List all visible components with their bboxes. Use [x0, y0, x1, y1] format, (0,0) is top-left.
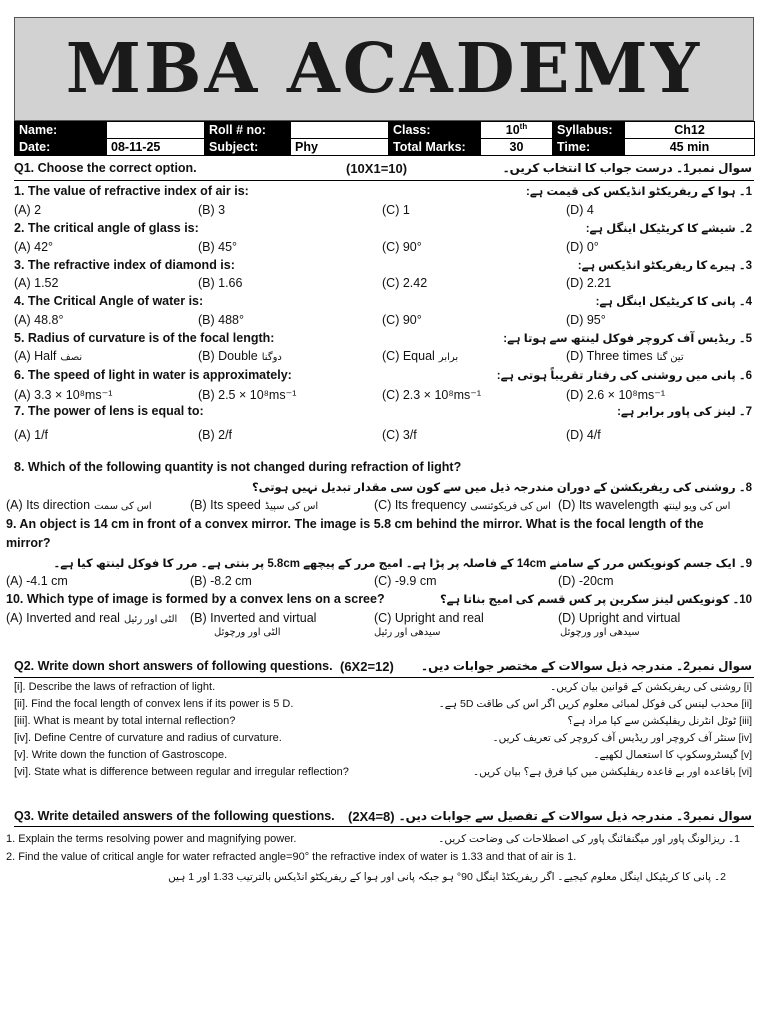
short-q-1-en: [i]. Describe the laws of refraction of light.	[14, 681, 216, 693]
mcq-4-text: 4. The Critical Angle of water is:	[14, 294, 204, 308]
mcq-9-text-cont: mirror?	[6, 536, 51, 550]
q3-header	[14, 808, 754, 826]
mcq-5-option-c-urdu: برابر	[438, 352, 459, 363]
mcq-9-option-b[interactable]: (B) -8.2 cm	[190, 574, 252, 588]
short-q-4-urdu: [iv] سنٹر آف کروچر اور ریڈیس آف کروچر کی تعریف کریں۔	[492, 732, 752, 744]
mcq-8-option-c[interactable]	[374, 498, 551, 512]
subject-value: Phy	[291, 139, 389, 156]
header-banner	[14, 17, 754, 121]
q2-label: Q2. Write down short answers of following questions.	[14, 659, 333, 673]
mcq-3-option-a[interactable]: (A) 1.52	[14, 276, 59, 290]
mcq-9-text: 9. An object is 14 cm in front of a convex mirror. The image is 5.8 cm behind the mirror. What is the focal length of the	[6, 517, 704, 531]
mcq-1-option-b[interactable]: (B) 3	[198, 203, 226, 217]
short-q-1	[14, 681, 754, 697]
short-q-6	[14, 766, 754, 782]
mcq-5-option-d-urdu: تین گنا	[656, 352, 684, 363]
q3-urdu: سوال نمبر3۔ مندرجہ ذیل سوالات کے تفصیل سے جوابات دیں۔	[398, 809, 752, 823]
short-q-5-en: [v]. Write down the function of Gastroscope.	[14, 749, 228, 761]
class-label: Class:	[389, 122, 481, 139]
info-row-2	[15, 139, 755, 156]
date-value: 08-11-25	[107, 139, 205, 156]
mcq-8-option-b-en: (B) Its speed	[190, 498, 261, 512]
mcq-2-text: 2. The critical angle of glass is:	[14, 221, 199, 235]
q1-marks: (10X1=10)	[346, 161, 408, 176]
q2-divider	[14, 677, 754, 678]
mcq-6-urdu: 6۔ پانی میں روشنی کی رفتار تقریباً ہوتی ہے:	[496, 370, 752, 382]
mcq-7-option-b[interactable]: (B) 2/f	[198, 428, 233, 442]
mcq-4-option-d[interactable]: (D) 95°	[566, 313, 606, 327]
q2-header	[14, 658, 754, 676]
mcq-4-urdu: 4۔ پانی کا کریٹیکل اینگل ہے:	[595, 296, 752, 308]
short-q-3-en: [iii]. What is meant by total internal reflection?	[14, 715, 236, 727]
mcq-4-option-a[interactable]: (A) 48.8°	[14, 313, 64, 327]
mcq-5-option-b[interactable]	[198, 349, 282, 363]
mcq-5-option-b-urdu: دوگنا	[261, 352, 282, 363]
mcq-10-option-d[interactable]	[558, 611, 680, 625]
mcq-10-option-b-en: (B) Inverted and virtual	[190, 611, 317, 625]
long-q-2-en: 2. Find the value of critical angle for water refracted angle=90° the refractive index of water is 1.33 and that of air is 1.	[6, 851, 577, 863]
short-q-2-urdu: [ii] محدب لینس کی فوکل لمبائی معلوم کریں اگر اس کی طاقت 5D ہے۔	[438, 698, 752, 710]
q1-label: Q1. Choose the correct option.	[14, 161, 197, 175]
mcq-5-option-a[interactable]	[14, 349, 82, 363]
mcq-8-option-d-urdu: اس کی ویو لینتھ	[662, 501, 731, 512]
time-label: Time:	[553, 139, 625, 156]
mcq-5-text: 5. Radius of curvature is of the focal length:	[14, 331, 275, 345]
q3-divider	[14, 826, 754, 827]
mcq-8-option-a[interactable]	[6, 498, 152, 512]
exam-info-table	[14, 121, 755, 156]
mcq-2-urdu: 2۔ شیشے کا کریٹیکل اینگل ہے:	[585, 223, 752, 235]
subject-label: Subject:	[205, 139, 291, 156]
mcq-2-option-d[interactable]: (D) 0°	[566, 240, 599, 254]
mcq-8-option-c-en: (C) Its frequency	[374, 498, 467, 512]
mcq-1-option-a[interactable]: (A) 2	[14, 203, 42, 217]
total-marks-label: Total Marks:	[389, 139, 481, 156]
roll-field[interactable]	[291, 122, 389, 139]
academy-title: MBA ACADEMY	[65, 29, 703, 109]
mcq-10-option-b-urdu: الٹی اور ورچوئل	[214, 627, 281, 638]
mcq-8-option-a-urdu: اس کی سمت	[94, 501, 152, 512]
short-q-5-urdu: [v] گیسٹروسکوپ کا استعمال لکھیے۔	[593, 749, 752, 761]
q1-urdu: سوال نمبر1۔ درست جواب کا انتخاب کریں۔	[502, 161, 752, 175]
mcq-6-text: 6. The speed of light in water is approximately:	[14, 368, 292, 382]
mcq-9-option-c[interactable]: (C) -9.9 cm	[374, 574, 437, 588]
mcq-6-option-c[interactable]: (C) 2.3 × 10⁸ms⁻¹	[382, 388, 482, 402]
mcq-7-text: 7. The power of lens is equal to:	[14, 404, 204, 418]
q2-urdu: سوال نمبر2۔ مندرجہ ذیل سوالات کے مختصر جوابات دیں۔	[421, 659, 752, 673]
mcq-7-urdu: 7۔ لینز کی پاور برابر ہے:	[617, 406, 752, 418]
q2-marks: (6X2=12)	[340, 659, 394, 674]
q1-header	[14, 160, 754, 178]
mcq-6-option-d[interactable]: (D) 2.6 × 10⁸ms⁻¹	[566, 388, 666, 402]
mcq-8-option-a-en: (A) Its direction	[6, 498, 91, 512]
date-label: Date:	[15, 139, 107, 156]
short-q-5	[14, 749, 754, 765]
mcq-2-option-b[interactable]: (B) 45°	[198, 240, 238, 254]
mcq-9-urdu: 9۔ ایک جسم کونویکس مرر کے سامنے 14cm کے فاصلہ پر پڑا ہے۔ امیج مرر کے پیچھے 5.8cm پر بنتی ہے۔ مرر کا فوکل لینتھ کیا ہے۔	[53, 558, 752, 570]
syllabus-value: Ch12	[625, 122, 755, 139]
mcq-1-option-c[interactable]: (C) 1	[382, 203, 410, 217]
mcq-10-option-a-urdu: الٹی اور رئیل	[123, 614, 178, 625]
mcq-6-option-b[interactable]: (B) 2.5 × 10⁸ms⁻¹	[198, 388, 297, 402]
class-value	[481, 122, 553, 139]
mcq-5-option-a-urdu: نصف	[60, 352, 83, 363]
mcq-3-urdu: 3۔ ہیرے کا ریفریکٹو انڈیکس ہے:	[577, 260, 752, 272]
mcq-2-option-a[interactable]: (A) 42°	[14, 240, 54, 254]
name-field[interactable]	[107, 122, 205, 139]
total-marks-value: 30	[481, 139, 553, 156]
mcq-10-option-d-en: (D) Upright and virtual	[558, 611, 681, 625]
mcq-10-option-d-urdu: سیدھی اور ورچوئل	[560, 627, 640, 638]
mcq-10-option-a-en: (A) Inverted and real	[6, 611, 120, 625]
time-value: 45 min	[625, 139, 755, 156]
mcq-10-option-b[interactable]	[190, 611, 316, 625]
info-row-1	[15, 122, 755, 139]
short-q-6-en: [vi]. State what is difference between regular and irregular reflection?	[14, 766, 349, 778]
mcq-5-option-a-en: (A) Half	[14, 349, 57, 363]
short-q-1-urdu: [i] روشنی کی ریفریکشن کے قوانین بیان کریں۔	[550, 681, 752, 693]
short-q-2	[14, 698, 754, 714]
mcq-8-option-b[interactable]	[190, 498, 318, 512]
class-suffix: th	[519, 121, 528, 131]
mcq-10-option-c-urdu: سیدھی اور رئیل	[374, 627, 441, 638]
mcq-7-option-d[interactable]: (D) 4/f	[566, 428, 601, 442]
roll-label: Roll # no:	[205, 122, 291, 139]
mcq-3-option-c[interactable]: (C) 2.42	[382, 276, 428, 290]
mcq-10-option-c-en: (C) Upright and real	[374, 611, 484, 625]
q3-label: Q3. Write detailed answers of the following questions.	[14, 809, 335, 823]
mcq-8-urdu: 8۔ روشنی کی ریفریکشن کے دوران مندرجہ ذیل میں سے کون سی مقدار تبدیل نہیں ہوتی؟	[251, 482, 752, 494]
mcq-5-option-c[interactable]	[382, 349, 458, 363]
mcq-7-option-c[interactable]: (C) 3/f	[382, 428, 417, 442]
mcq-2-option-c[interactable]: (C) 90°	[382, 240, 422, 254]
mcq-10-option-c[interactable]	[374, 611, 484, 625]
mcq-8-option-d[interactable]	[558, 498, 730, 512]
mcq-10-urdu: 10۔ کونویکس لینز سکرین پر کس قسم کی امیج بناتا ہے؟	[440, 594, 752, 606]
mcq-1-option-d[interactable]: (D) 4	[566, 203, 594, 217]
short-q-4	[14, 732, 754, 748]
mcq-1-urdu: 1۔ ہوا کے ریفریکٹو انڈیکس کی قیمت ہے:	[525, 186, 752, 198]
q3-marks: (2X4=8)	[348, 809, 395, 824]
mcq-8-option-c-urdu: اس کی فریکوئنسی	[470, 501, 551, 512]
mcq-5-option-c-en: (C) Equal	[382, 349, 435, 363]
mcq-1-text: 1. The value of refractive index of air is:	[14, 184, 249, 198]
mcq-4-option-c[interactable]: (C) 90°	[382, 313, 422, 327]
long-q-1-urdu: 1۔ ریزالونگ پاور اور میگنفائنگ پاور کی اصطلاحات کی وضاحت کریں۔	[438, 833, 740, 845]
mcq-9-option-a[interactable]: (A) -4.1 cm	[6, 574, 68, 588]
mcq-5-urdu: 5۔ ریڈیس آف کروچر فوکل لینتھ سے ہوتا ہے:	[503, 333, 752, 345]
mcq-4-option-b[interactable]: (B) 488°	[198, 313, 244, 327]
mcq-6-option-a[interactable]: (A) 3.3 × 10⁸ms⁻¹	[14, 388, 113, 402]
mcq-3-option-b[interactable]: (B) 1.66	[198, 276, 243, 290]
mcq-5-option-d-en: (D) Three times	[566, 349, 653, 363]
mcq-3-option-d[interactable]: (D) 2.21	[566, 276, 612, 290]
mcq-7-option-a[interactable]: (A) 1/f	[14, 428, 49, 442]
mcq-5-option-d[interactable]	[566, 349, 684, 363]
mcq-10-text: 10. Which type of image is formed by a convex lens on a scree?	[6, 592, 385, 606]
short-q-4-en: [iv]. Define Centre of curvature and radius of curvature.	[14, 732, 282, 744]
long-q-2-urdu: 2۔ پانی کا کریٹیکل اینگل معلوم کیجیے۔ اگر ریفریکٹڈ اینگل 90° ہو جبکہ پانی اور ہوا کے ریفریکٹو انڈیکس بالترتیب 1.33 اور 1 ہیں	[168, 871, 726, 883]
mcq-8-text: 8. Which of the following quantity is not changed during refraction of light?	[14, 460, 462, 474]
mcq-9-option-d[interactable]: (D) -20cm	[558, 574, 614, 588]
mcq-5-option-b-en: (B) Double	[198, 349, 258, 363]
mcq-8-option-d-en: (D) Its wavelength	[558, 498, 659, 512]
class-number: 10	[505, 123, 520, 137]
mcq-3-text: 3. The refractive index of diamond is:	[14, 258, 235, 272]
short-q-2-en: [ii]. Find the focal length of convex lens if its power is 5 D.	[14, 698, 294, 710]
mcq-10-option-a[interactable]	[6, 611, 177, 625]
short-q-3-urdu: [iii] ٹوٹل انٹرنل ریفلیکشن سے کیا مراد ہے؟	[567, 715, 752, 727]
syllabus-label: Syllabus:	[553, 122, 625, 139]
short-q-6-urdu: [vi] باقاعدہ اور بے قاعدہ ریفلیکشن میں کیا فرق ہے؟ بیان کریں۔	[472, 766, 752, 778]
q1-divider	[14, 180, 754, 181]
name-label: Name:	[15, 122, 107, 139]
short-q-3	[14, 715, 754, 731]
mcq-8-option-b-urdu: اس کی سپیڈ	[264, 501, 319, 512]
long-q-1-en: 1. Explain the terms resolving power and magnifying power.	[6, 833, 297, 845]
